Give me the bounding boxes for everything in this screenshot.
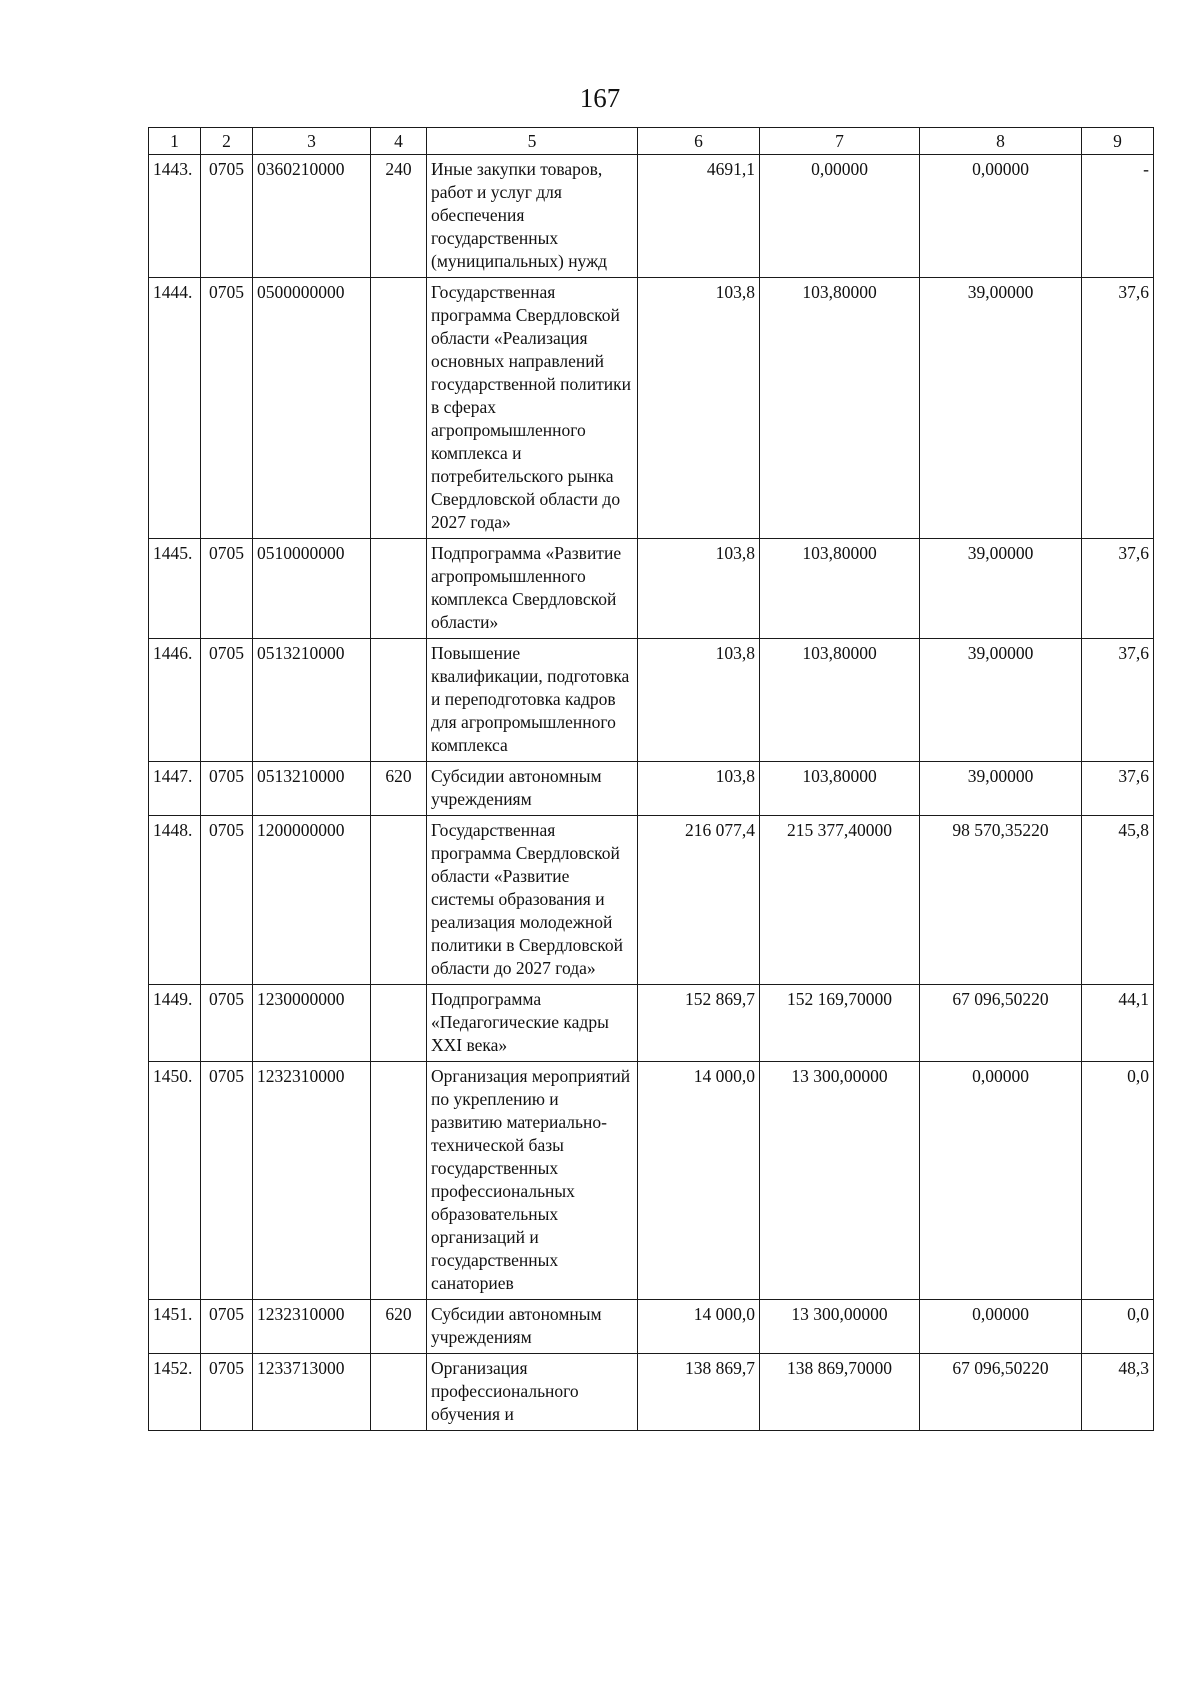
budget-table [148,127,1154,1431]
item-name: Государственная программа Свердловской области «Реализация основных направлений государственной политики в сферах агропромышленного комплекса и потребительского рынка Свердловской области до 2027 года» [427,278,638,539]
value-col-7: 138 869,70000 [760,1354,920,1431]
table-row [149,762,1154,816]
row-number: 1449. [149,985,201,1062]
table-header-row [149,128,1154,155]
item-name: Подпрограмма «Развитие агропромышленного комплекса Свердловской области» [427,539,638,639]
item-name: Организация мероприятий по укреплению и развитию материально-технической базы государственных профессиональных образовательных организаций и государственных санаториев [427,1062,638,1300]
section-code: 0705 [201,278,253,539]
item-name: Повышение квалификации, подготовка и переподготовка кадров для агропромышленного комплекса [427,639,638,762]
row-number: 1450. [149,1062,201,1300]
value-col-8: 0,00000 [920,1300,1082,1354]
percent-col-9: 0,0 [1082,1062,1154,1300]
expense-type [371,539,427,639]
section-code: 0705 [201,1300,253,1354]
value-col-6: 216 077,4 [638,816,760,985]
value-col-7: 13 300,00000 [760,1062,920,1300]
row-number: 1452. [149,1354,201,1431]
value-col-8: 0,00000 [920,1062,1082,1300]
table-row [149,155,1154,278]
value-col-6: 138 869,7 [638,1354,760,1431]
table-body [149,155,1154,1431]
target-code: 0500000000 [253,278,371,539]
value-col-6: 103,8 [638,762,760,816]
percent-col-9: 37,6 [1082,278,1154,539]
value-col-7: 103,80000 [760,762,920,816]
percent-col-9: 48,3 [1082,1354,1154,1431]
target-code: 0513210000 [253,639,371,762]
section-code: 0705 [201,1062,253,1300]
table-row [149,1300,1154,1354]
value-col-6: 4691,1 [638,155,760,278]
row-number: 1448. [149,816,201,985]
section-code: 0705 [201,1354,253,1431]
table-row [149,639,1154,762]
table-row [149,985,1154,1062]
target-code: 0360210000 [253,155,371,278]
value-col-8: 39,00000 [920,539,1082,639]
target-code: 1232310000 [253,1062,371,1300]
expense-type [371,278,427,539]
value-col-8: 0,00000 [920,155,1082,278]
table-row [149,278,1154,539]
target-code: 1230000000 [253,985,371,1062]
row-number: 1443. [149,155,201,278]
header-cell: 2 [201,128,253,155]
percent-col-9: 37,6 [1082,639,1154,762]
value-col-6: 103,8 [638,539,760,639]
item-name: Субсидии автономным учреждениям [427,1300,638,1354]
section-code: 0705 [201,816,253,985]
expense-type [371,639,427,762]
table-row [149,816,1154,985]
value-col-7: 103,80000 [760,539,920,639]
percent-col-9: 37,6 [1082,539,1154,639]
row-number: 1447. [149,762,201,816]
value-col-7: 103,80000 [760,278,920,539]
section-code: 0705 [201,155,253,278]
item-name: Субсидии автономным учреждениям [427,762,638,816]
expense-type: 620 [371,1300,427,1354]
table-row [149,1354,1154,1431]
row-number: 1446. [149,639,201,762]
section-code: 0705 [201,985,253,1062]
value-col-8: 39,00000 [920,639,1082,762]
header-cell: 6 [638,128,760,155]
item-name: Иные закупки товаров, работ и услуг для обеспечения государственных (муниципальных) нужд [427,155,638,278]
target-code: 1232310000 [253,1300,371,1354]
percent-col-9: 37,6 [1082,762,1154,816]
value-col-6: 103,8 [638,639,760,762]
value-col-6: 103,8 [638,278,760,539]
header-cell: 9 [1082,128,1154,155]
value-col-7: 103,80000 [760,639,920,762]
header-cell: 8 [920,128,1082,155]
section-code: 0705 [201,639,253,762]
header-cell: 1 [149,128,201,155]
expense-type [371,985,427,1062]
header-cell: 4 [371,128,427,155]
value-col-8: 67 096,50220 [920,985,1082,1062]
item-name: Подпрограмма «Педагогические кадры XXI века» [427,985,638,1062]
expense-type [371,1062,427,1300]
target-code: 1233713000 [253,1354,371,1431]
target-code: 0510000000 [253,539,371,639]
expense-type: 240 [371,155,427,278]
value-col-6: 152 869,7 [638,985,760,1062]
percent-col-9: 44,1 [1082,985,1154,1062]
value-col-6: 14 000,0 [638,1062,760,1300]
value-col-8: 39,00000 [920,762,1082,816]
section-code: 0705 [201,539,253,639]
table-row [149,539,1154,639]
header-cell: 3 [253,128,371,155]
percent-col-9: 0,0 [1082,1300,1154,1354]
header-cell: 5 [427,128,638,155]
percent-col-9: 45,8 [1082,816,1154,985]
expense-type [371,816,427,985]
value-col-7: 0,00000 [760,155,920,278]
target-code: 1200000000 [253,816,371,985]
target-code: 0513210000 [253,762,371,816]
expense-type [371,1354,427,1431]
item-name: Государственная программа Свердловской области «Развитие системы образования и реализация молодежной политики в Свердловской области до 2027 года» [427,816,638,985]
row-number: 1444. [149,278,201,539]
value-col-6: 14 000,0 [638,1300,760,1354]
value-col-7: 215 377,40000 [760,816,920,985]
value-col-8: 98 570,35220 [920,816,1082,985]
row-number: 1451. [149,1300,201,1354]
percent-col-9: - [1082,155,1154,278]
row-number: 1445. [149,539,201,639]
page-number: 167 [579,83,621,113]
table-row [149,1062,1154,1300]
value-col-8: 39,00000 [920,278,1082,539]
value-col-8: 67 096,50220 [920,1354,1082,1431]
section-code: 0705 [201,762,253,816]
value-col-7: 13 300,00000 [760,1300,920,1354]
value-col-7: 152 169,70000 [760,985,920,1062]
expense-type: 620 [371,762,427,816]
header-cell: 7 [760,128,920,155]
item-name: Организация профессионального обучения и [427,1354,638,1431]
